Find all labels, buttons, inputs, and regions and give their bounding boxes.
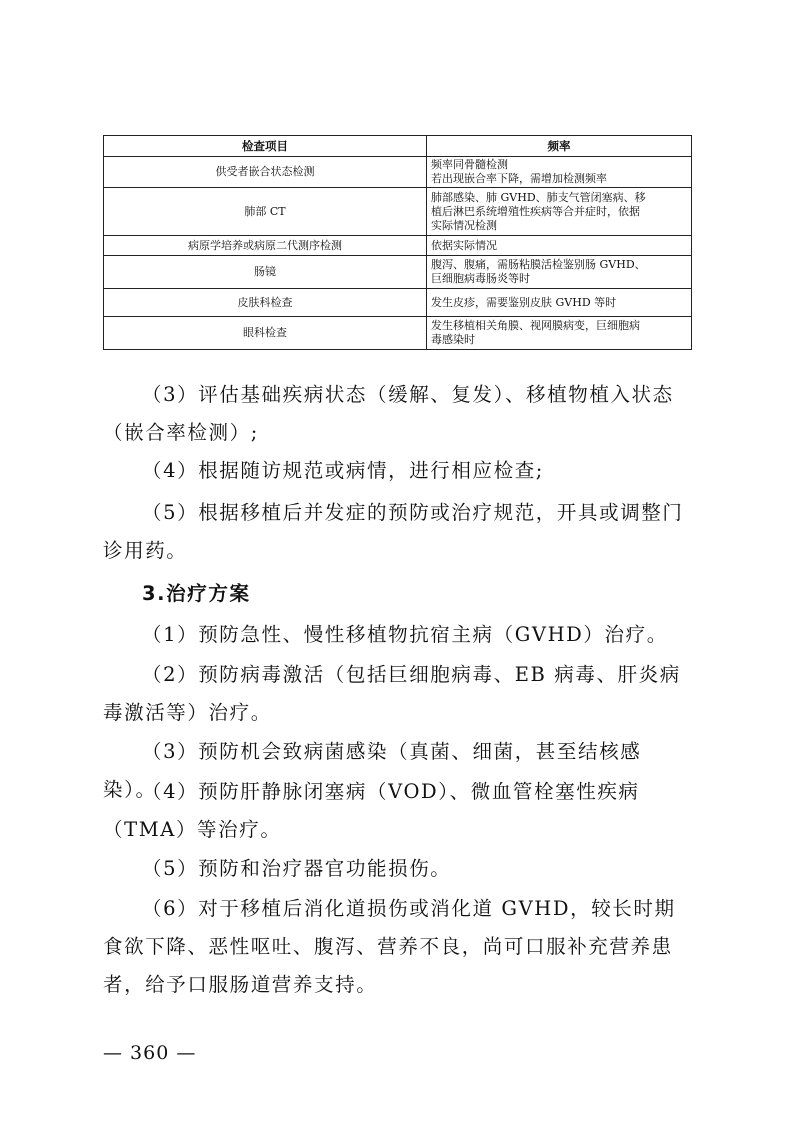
paragraph-gvhd-prevention: （1）预防急性、慢性移植物抗宿主病（GVHD）治疗。: [142, 623, 668, 646]
paragraph-followup-exam: （4）根据随访规范或病情，进行相应检查;: [142, 459, 544, 482]
followup-table: [103, 135, 692, 350]
paragraph-infection-prevention: （3）预防机会致病菌感染（真菌、细菌，甚至结核感染）。: [103, 740, 642, 801]
table-row: [104, 236, 692, 256]
table-cell-item: 肺部 CT: [104, 188, 427, 236]
header-item: 检查项目: [104, 136, 427, 157]
page-number: — 360 —: [103, 1042, 197, 1064]
table-row: [104, 317, 692, 350]
paragraph-assess-status: （3）评估基础疾病状态（缓解、复发）、移植物植入状态（嵌合率检测）;: [103, 383, 674, 444]
table-cell-item: 眼科检查: [104, 317, 427, 350]
table-cell-frequency: [427, 188, 692, 236]
freq-line: 毒感染时: [431, 333, 475, 346]
table-cell-frequency: [427, 317, 692, 350]
freq-line: 若出现嵌合率下降，需增加检测频率: [431, 172, 607, 185]
freq-line: 发生皮疹，需要鉴别皮肤 GVHD 等时: [431, 295, 617, 309]
table-row: [104, 157, 692, 188]
table-cell-item: 肠镜: [104, 256, 427, 289]
table-header-row: [104, 136, 692, 157]
paragraph-organ-protection: （5）预防和治疗器官功能损伤。: [142, 857, 452, 880]
paragraph-prescription: （5）根据移植后并发症的预防或治疗规范，开具或调整门诊用药。: [103, 501, 684, 562]
table-cell-frequency: [427, 256, 692, 289]
table-cell-frequency: [427, 289, 692, 317]
freq-line: 发生移植相关角膜、视网膜病变，巨细胞病: [431, 319, 640, 332]
section-heading-treatment: 3.治疗方案: [142, 582, 251, 605]
table-row: [104, 188, 692, 236]
paragraph-virus-prevention: （2）预防病毒激活（包括巨细胞病毒、EB 病毒、肝炎病毒激活等）治疗。: [103, 663, 681, 724]
table-cell-frequency: [427, 157, 692, 188]
table-cell-item: 供受者嵌合状态检测: [104, 157, 427, 188]
freq-line: 依据实际情况: [431, 238, 497, 252]
freq-line: 频率同骨髓检测: [431, 158, 508, 171]
table-cell-item: 病原学培养或病原二代测序检测: [104, 236, 427, 256]
table-cell-item: 皮肤科检查: [104, 289, 427, 317]
header-frequency: 频率: [427, 136, 692, 157]
paragraph-vod-tma: （4）预防肝静脉闭塞病（VOD）、微血管栓塞性疾病（TMA）等治疗。: [103, 780, 640, 841]
freq-line: 肺部感染、肺 GVHD、肺支气管闭塞病、移: [431, 190, 646, 204]
freq-line: 巨细胞病毒肠炎等时: [431, 272, 530, 285]
table-cell-frequency: [427, 236, 692, 256]
paragraph-nutrition-support: （6）对于移植后消化道损伤或消化道 GVHD，较长时期食欲下降、恶性呕吐、腹泻、营养不良，尚可口服补充营养患者，给予口服肠道营养支持。: [103, 897, 676, 996]
freq-line: 植后淋巴系统增殖性疾病等合并症时，依据: [431, 204, 640, 218]
freq-line: 腹泻、腹痛，需肠粘膜活检鉴别肠 GVHD、: [431, 258, 646, 271]
table-row: [104, 256, 692, 289]
freq-line: 实际情况检测: [431, 218, 497, 232]
table-row: [104, 289, 692, 317]
